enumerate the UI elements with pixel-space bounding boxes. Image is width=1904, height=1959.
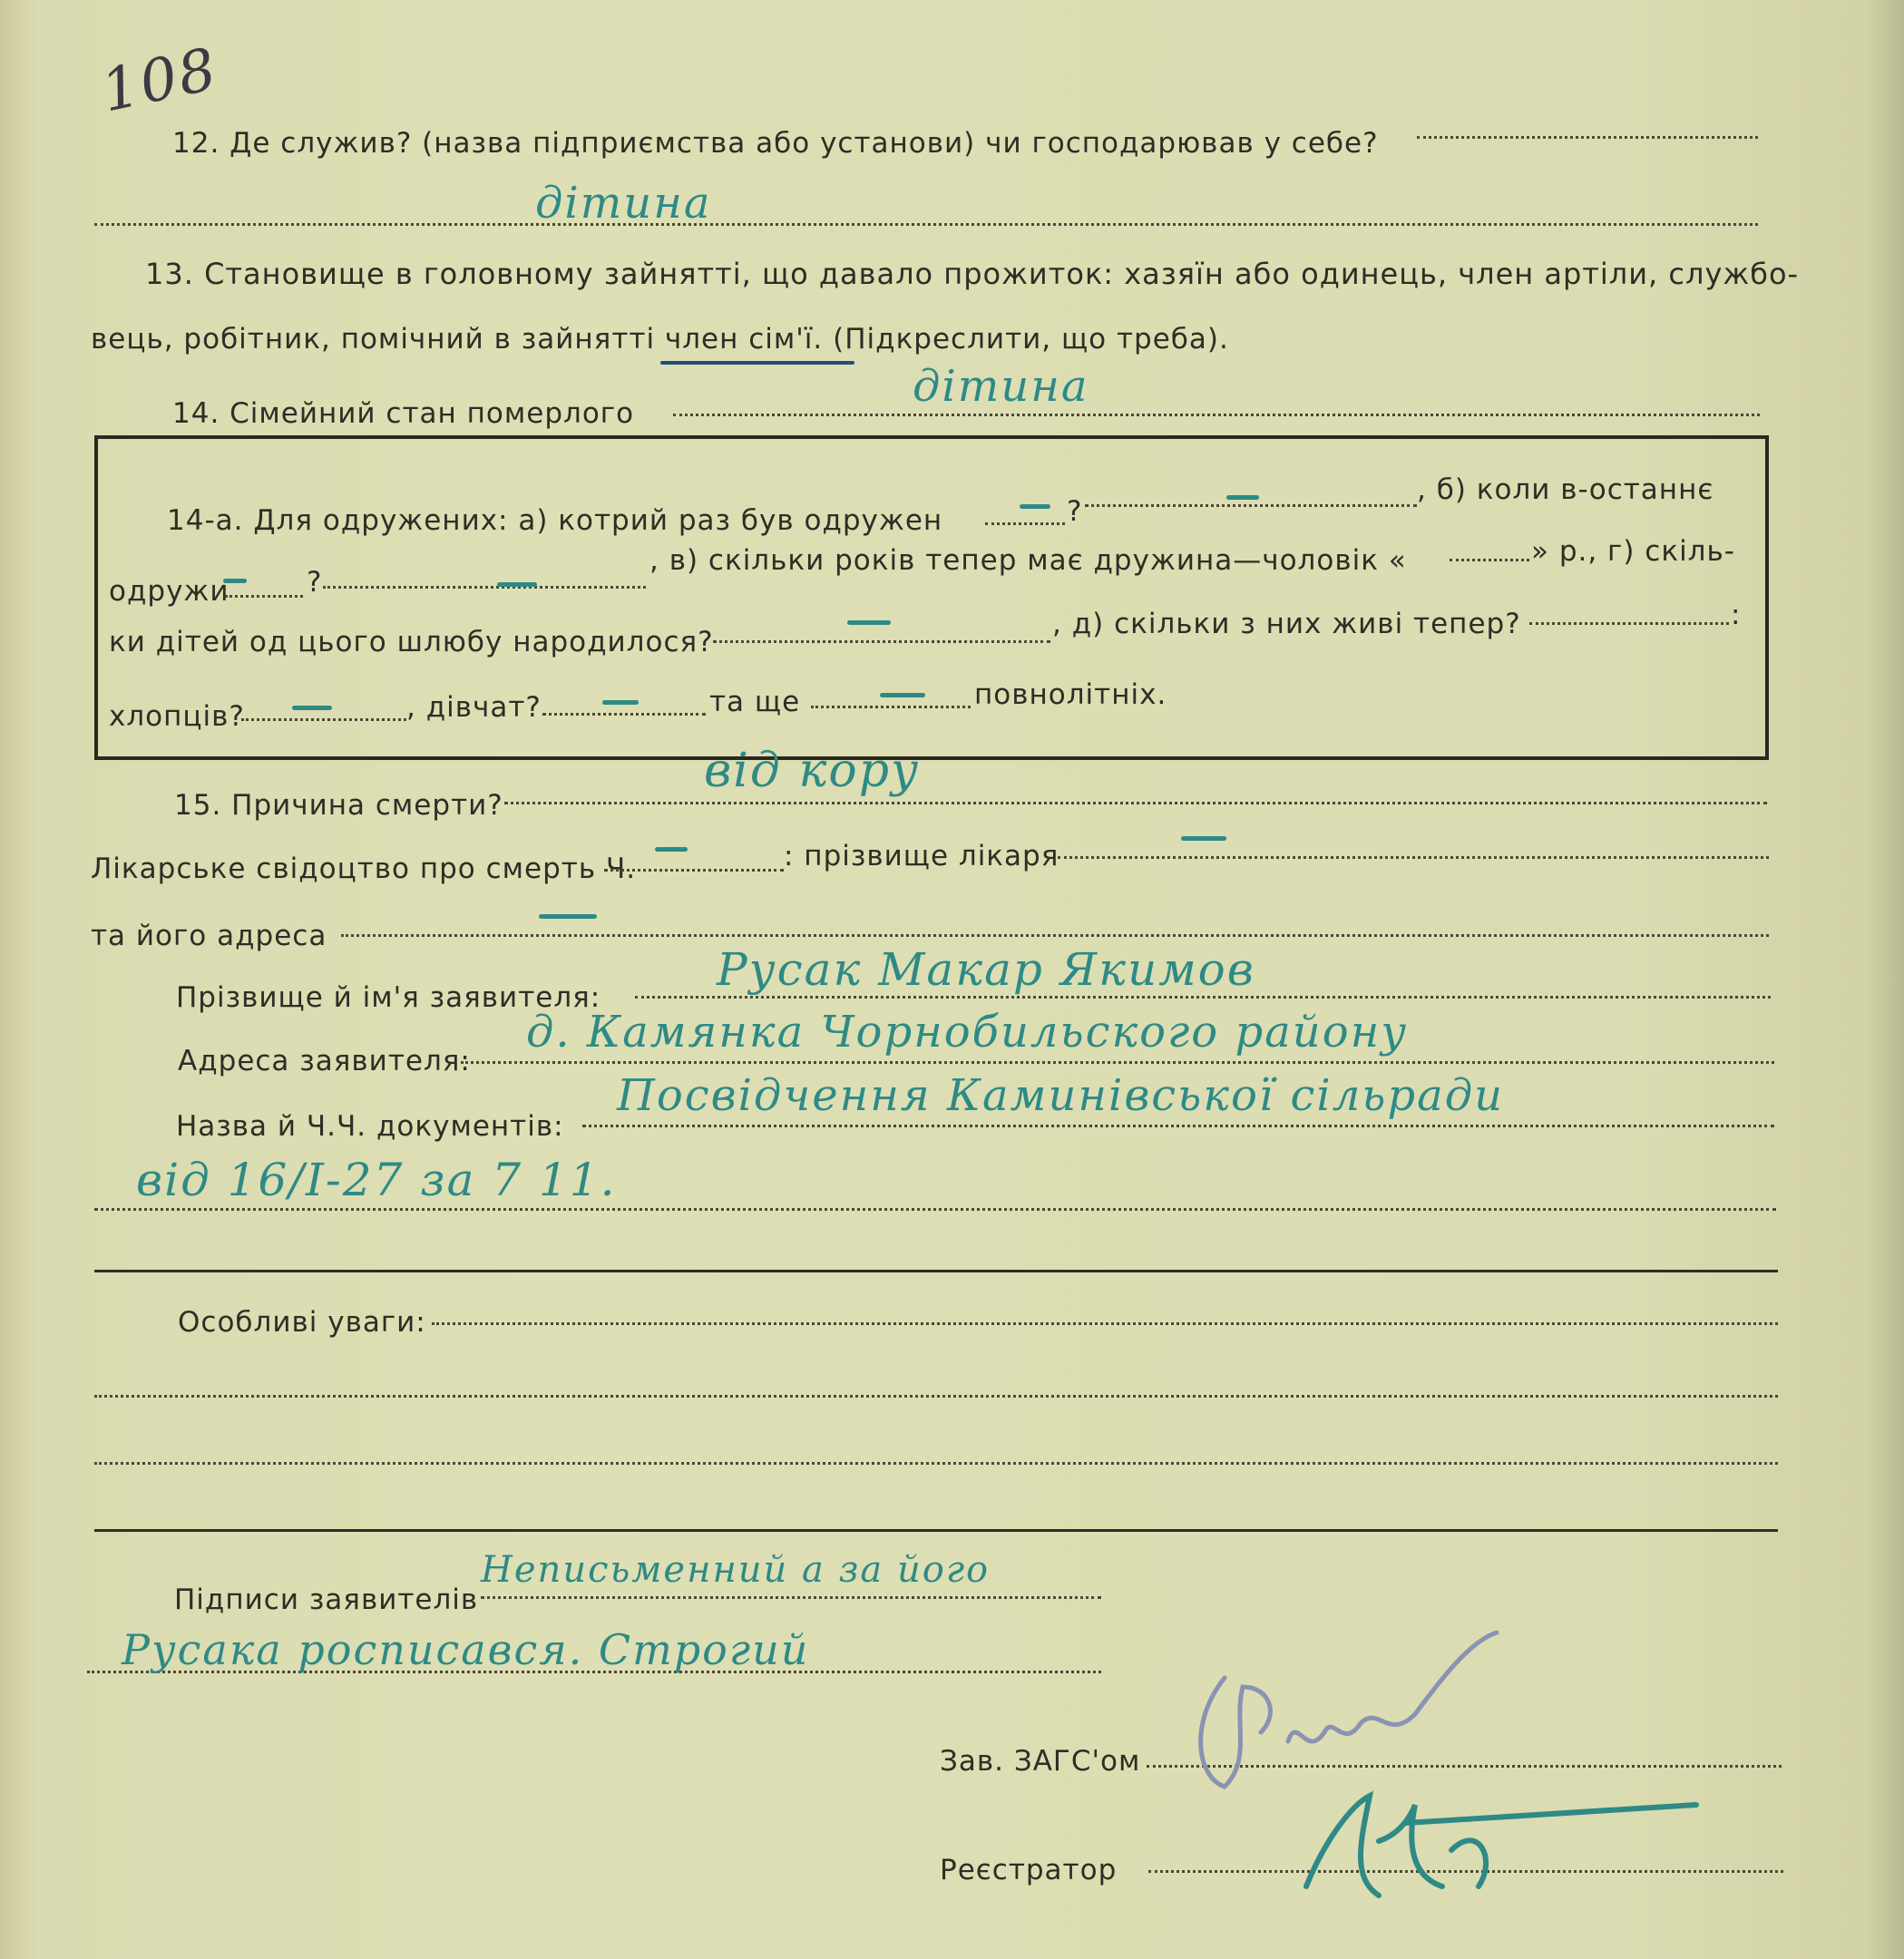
- signatures-line-1: [481, 1596, 1101, 1599]
- signatures-label: Підписи заявителів: [174, 1584, 479, 1616]
- q14a-line1-q: ?: [1067, 495, 1083, 528]
- q14a-line1-a: 14-а. Для одружених: а) котрий раз був одружен: [167, 504, 943, 537]
- signatures-answer-line1: Неписьменний а за його: [481, 1549, 991, 1591]
- q14a-line2-dash1: [223, 579, 247, 583]
- q13-line2: [91, 323, 1229, 356]
- q14a-line1-b: , б) коли в-останнє: [1417, 473, 1714, 506]
- doctor-address-dash: [539, 914, 597, 919]
- documents-line-2: [94, 1208, 1776, 1211]
- registrar-signature: [1270, 1769, 1778, 1914]
- q14-answer-line: [673, 414, 1760, 416]
- applicant-address-line: [461, 1061, 1774, 1064]
- q14a-line4-dash1: [292, 706, 332, 710]
- applicant-address-answer: д. Камянка Чорнобильского району: [526, 1007, 1409, 1057]
- q13-line2-b: (Підкреслити, що треба).: [823, 323, 1229, 356]
- doctor-name-dash: [1181, 836, 1226, 841]
- q14a-line3-b: , д) скільки з них живі тепер?: [1052, 608, 1521, 640]
- q14-answer: дітина: [913, 361, 1089, 412]
- applicant-name-answer: Русак Макар Якимов: [717, 943, 1255, 996]
- q14a-line4-a: хлопців?: [109, 700, 245, 733]
- applicant-name-label: Прізвище й ім'я заявителя:: [176, 981, 601, 1014]
- q14a-line4-d: повнолітніх.: [974, 678, 1167, 711]
- section-rule-1: [94, 1270, 1778, 1272]
- q14a-line4-dash2: [602, 700, 639, 705]
- doctor-name-dots: [1058, 856, 1769, 859]
- q14a-line2-dots2: [323, 586, 646, 589]
- page-number: 108: [95, 35, 224, 126]
- registry-head-label: Зав. ЗАГС'ом: [940, 1745, 1141, 1778]
- q14a-line3-dash: [847, 620, 891, 625]
- q14a-line4-dots3: [811, 706, 971, 708]
- q14a-line2-dots1: [225, 595, 303, 598]
- page-edge-shadow: [1868, 0, 1904, 1959]
- certificate-label-b: : прізвище лікаря: [784, 840, 1059, 872]
- q15-answer: від кору: [704, 744, 921, 798]
- q15-label: 15. Причина смерти?: [174, 789, 503, 822]
- q13-line2-underlined: член сім'ї.: [664, 323, 824, 356]
- q14a-line2-q: ?: [307, 566, 323, 599]
- q13-underline-mark: [660, 361, 854, 365]
- documents-answer-line2: від 16/I-27 за 7 11.: [136, 1154, 617, 1206]
- certificate-number-dash: [655, 847, 688, 852]
- documents-label: Назва й Ч.Ч. документів:: [176, 1110, 564, 1143]
- q14a-line3-dots2: [1529, 622, 1729, 625]
- applicant-name-line: [635, 996, 1771, 999]
- notes-line-1: [432, 1322, 1778, 1325]
- notes-line-3: [94, 1462, 1778, 1465]
- section-rule-2: [94, 1529, 1778, 1532]
- q13-line1: 13. Становище в головному зайнятті, що давало прожиток: хазяїн або одинець, член артіли, службо-: [145, 257, 1800, 291]
- q12-label: 12. Де служив? (назва підприємства або установи) чи господарював у себе?: [172, 127, 1379, 160]
- q14a-line1-dots2: [1085, 504, 1417, 507]
- q14a-line3-dots1: [713, 640, 1050, 643]
- q15-answer-line: [504, 802, 1767, 804]
- q14a-line1-dots1: [985, 522, 1065, 525]
- certificate-label-a: Лікарське свідоцтво про смерть Ч.: [91, 853, 637, 885]
- q14a-line4-dash3: [880, 693, 925, 697]
- q14a-line4-b: , дівчат?: [406, 691, 542, 724]
- doctor-address-dots: [341, 934, 1769, 937]
- q14a-line2-b: , в) скільки років тепер має дружина—чоловік «: [649, 544, 1407, 577]
- registrar-label: Реєстратор: [940, 1854, 1118, 1886]
- q14a-line4-dots1: [241, 718, 406, 721]
- q14a-line3-c: :: [1731, 599, 1742, 631]
- q14a-line1-dash2: [1226, 495, 1259, 500]
- notes-line-2: [94, 1395, 1778, 1398]
- certificate-number-dots: [604, 869, 784, 872]
- doctor-address-label: та його адреса: [91, 920, 327, 952]
- documents-answer-line1: Посвідчення Каминівської сільради: [617, 1070, 1505, 1121]
- q14a-line2-a: одружи: [109, 575, 229, 608]
- q13-line2-a: вець, робітник, помічний в зайнятті: [91, 323, 665, 356]
- q12-answer: дітина: [535, 178, 712, 229]
- q14a-line4-dots2: [542, 713, 706, 716]
- q12-answer-line: [94, 223, 1758, 226]
- q14a-line2-c: » р., г) скіль-: [1531, 535, 1735, 568]
- notes-label: Особливі уваги:: [178, 1306, 426, 1339]
- q14a-line2-dash2: [497, 582, 537, 587]
- applicant-address-label: Адреса заявителя:: [178, 1045, 471, 1077]
- q14a-line2-dots3: [1450, 559, 1529, 561]
- q14a-line4-c: та ще: [709, 686, 801, 718]
- q14a-line1-dash1: [1020, 504, 1050, 509]
- documents-line: [582, 1125, 1774, 1127]
- signatures-answer-line2: Русака росписався. Строгий: [122, 1625, 810, 1674]
- q12-dots: [1417, 136, 1758, 139]
- q14-label: 14. Сімейний стан померлого: [172, 397, 635, 430]
- q14a-line3-a: ки дітей од цього шлюбу народилося?: [109, 626, 714, 658]
